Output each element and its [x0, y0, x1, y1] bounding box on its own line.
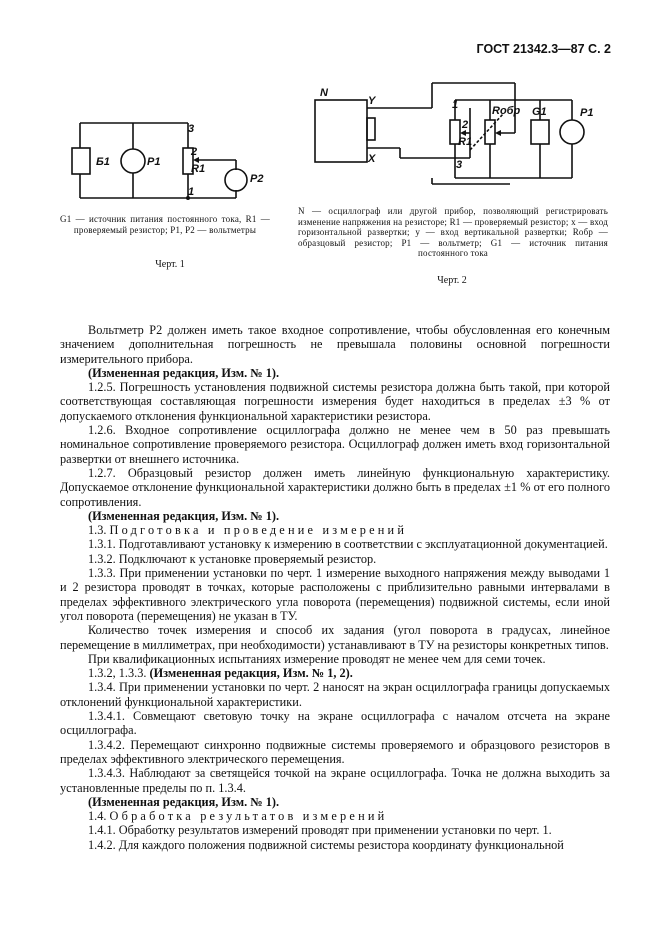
oscilloscope-inputs	[367, 118, 375, 140]
label-g1: Б1	[96, 156, 110, 168]
section-heading	[60, 809, 610, 823]
section-number: 1.4.	[88, 809, 107, 824]
section-number: 1.3.	[88, 523, 107, 538]
paragraph: 1.2.7. Образцовый резистор должен иметь линейную функциональную характеристику. Допускаемое отклонение функциональной характеристики должно быть в пределах ±1 % от его полного сопротивления.	[60, 465, 610, 509]
paragraph: 1.3.4.2. Перемещают синхронно подвижные системы проверяемого и образцового резисторов в пределах эффективного электрического перемещения.	[60, 737, 610, 766]
label-r1: R1	[458, 136, 473, 148]
label-p2: Р2	[250, 173, 264, 185]
paragraph: 1.4.1. Обработку результатов измерений проводят при применении установки по черт. 1.	[88, 823, 552, 838]
label-g1: G1	[532, 106, 547, 118]
paragraph: 1.4.2. Для каждого положения подвижной системы резистора координату функциональной	[88, 837, 564, 852]
document-body	[60, 323, 610, 852]
label-y: Y	[368, 95, 376, 107]
voltmeter-p1	[121, 149, 145, 173]
paragraph: 1.3.1. Подготавливают установку к измерению в соответствии с эксплуатационной документацией.	[88, 537, 608, 552]
clause-refs: 1.3.2, 1.3.3.	[88, 666, 147, 681]
paragraph: 1.3.4.3. Наблюдают за светящейся точкой на экране осциллографа. Точка не должна выходить за установленные пределы по п. 1.3.4.	[60, 766, 610, 795]
circuit-diagram-1	[60, 118, 280, 208]
oscilloscope-n	[315, 100, 367, 162]
source-g1	[72, 148, 90, 174]
label-x: X	[368, 153, 376, 165]
voltmeter-p2	[225, 169, 247, 191]
paragraph: 1.2.6. Входное сопротивление осциллографа должно не менее чем в 50 раз превышать номинальное сопротивление проверяемого резистора. Осциллограф должен иметь вход горизонтальной развертки от внешнего источника.	[60, 423, 610, 466]
page-header: ГОСТ 21342.3—87 С. 2	[476, 42, 611, 56]
paragraph: 1.3.4. При применении установки по черт. 2 наносят на экран осциллографа границы допускаемых отклонений функциональной характеристики.	[60, 680, 610, 709]
amendment-note: (Измененная редакция, Изм. № 1, 2).	[149, 666, 353, 681]
paragraph: Количество точек измерения и способ их задания (угол поворота в градусах, линейное перемещение в миллиметрах, при необходимости) устанавливают в ТУ на резисторы конкретных типов.	[60, 623, 610, 652]
figure-1	[60, 118, 280, 208]
circuit-diagram-2	[310, 78, 610, 198]
label-node-3: 3	[456, 159, 463, 171]
label-node-1: 1	[452, 99, 459, 111]
label-p1: Р1	[147, 156, 161, 168]
label-node-1: 1	[188, 186, 195, 198]
paragraph: 1.3.4.1. Совмещают световую точку на экране осциллографа с началом отсчета на экране осциллографа.	[60, 709, 610, 738]
source-g1	[531, 120, 549, 144]
figure-2-caption: N — осциллограф или другой прибор, позволяющий регистрировать изменение напряжения на резисторе; R1 — проверяемый резистор; x — вход горизонтальной развертки; у — вход вертикальной развертки; Rобр — образцовый резистор; Р1 — вольтметр; G1 — источник питания постоянного тока	[298, 206, 608, 258]
figure-2	[310, 78, 610, 198]
voltmeter-p1	[560, 120, 584, 144]
figure-1-caption: G1 — источник питания постоянного тока, R1 — проверяемый резистор; Р1, Р2 — вольтметры	[60, 214, 270, 235]
label-r-ref: Rобр	[492, 105, 521, 117]
amendment-note: (Измененная редакция, Изм. № 1).	[88, 794, 280, 809]
paragraph: Вольтметр Р2 должен иметь такое входное сопротивление, чтобы обусловленная его конечным значением дополнительная погрешность не превышала половины основной погрешности измерительного прибора.	[60, 323, 610, 366]
section-title: Обработка результатов измерений	[109, 809, 388, 824]
section-title: Подготовка и проведение измерений	[109, 523, 408, 538]
paragraph: 1.3.3. При применении установки по черт. 1 измерение выходного напряжения между выводами 1 и 2 резистора проводят в точках, которые расположены с приблизительно равными интервалами в пределах эффективного электрического угла поворота (перемещения) подвижной системы, если иной угол поворота (перемещения) не указан в ТУ.	[60, 566, 610, 623]
section-heading	[60, 523, 610, 537]
label-node-3: 3	[188, 123, 195, 135]
label-p1: Р1	[580, 107, 594, 119]
label-r1: R1	[191, 163, 206, 175]
label-node-2: 2	[462, 119, 469, 131]
amendment-note: (Измененная редакция, Изм. № 1).	[88, 365, 280, 380]
amendment-note: (Измененная редакция, Изм. № 1).	[88, 508, 280, 523]
figure-2-title: Черт. 2	[437, 275, 467, 286]
label-n: N	[320, 87, 328, 99]
paragraph: 1.3.2. Подключают к установке проверяемый резистор.	[88, 551, 377, 566]
amendment-line	[60, 666, 610, 680]
paragraph: 1.2.5. Погрешность установления подвижной системы резистора должна быть такой, при которой соответствующая составляющая погрешности измерения будет находиться в пределах ±3 % от допускаемого отклонения функциональной характеристики резистора.	[60, 380, 610, 423]
label-node-2: 2	[191, 146, 198, 158]
paragraph: При квалификационных испытаниях измерение проводят не менее чем для семи точек.	[88, 651, 546, 666]
figure-1-title: Черт. 1	[155, 259, 185, 270]
